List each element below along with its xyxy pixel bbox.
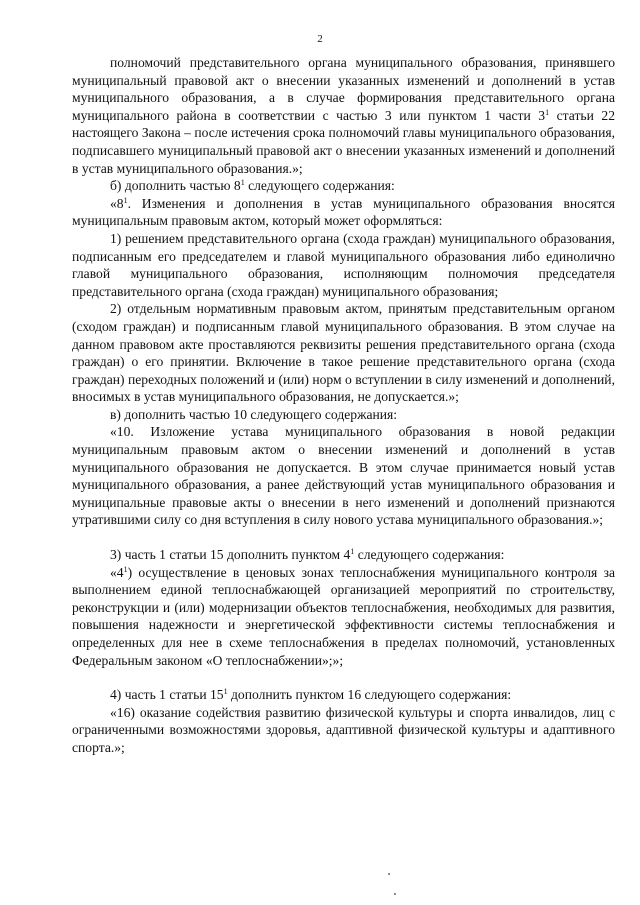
superscript-one: 1 bbox=[240, 178, 245, 188]
paragraph: 1) решением представительного органа (схода граждан) муниципального образования, подписанным его председателем и главой муниципального образования либо единолично главой муниципального образования, исполняющим полномочия председателя представительного органа (схода граждан) муниципального образования; bbox=[72, 230, 615, 299]
scan-speck bbox=[394, 893, 396, 895]
paragraph: «16) оказание содействия развитию физической культуры и спорта инвалидов, лиц с ограниченными возможностями здоровья, адаптивной физической культуры и адаптивного спорта.»; bbox=[72, 704, 615, 755]
paragraph: «10. Изложение устава муниципального образования в новой редакции муниципальным правовым актом о внесении изменений и дополнений в устав муниципального образования не допускается. В этом случае принимается новый устав муниципального образования, а ранее действующий устав муниципального образования и муниципальные правовые акты о внесении в него изменений и дополнений признаются утратившими силу со дня вступления в силу нового устава муниципального образования.»; bbox=[72, 424, 615, 528]
superscript-one: 1 bbox=[223, 687, 228, 697]
paragraph: «$4^1$) осуществление в ценовых зонах теплоснабжения муниципального контроля за выполнением единой теплоснабжающей организацией мероприятий по строительству, реконструкции и (или) модернизации объектов теплоснабжения, необходимых для развития, повышения надежности и энергетической эффективности системы теплоснабжения и определенных для нее в схеме теплоснабжения в пределах полномочий, установленных Федеральным законом «О теплоснабжении»;»; bbox=[72, 564, 615, 668]
paragraph: 4) часть 1 статьи $15^1$ дополнить пунктом 16 следующего содержания: bbox=[110, 687, 512, 703]
paragraph: 2) отдельным нормативным правовым актом, принятым представительным органом (сходом граждан) и подписанным главой муниципального образования. В этом случае на данном правовом акте проставляются реквизиты решения представительного органа (схода граждан) о его принятии. Включение в такое решение представительного органа (схода граждан) переходных положений и (или) норм о вступлении в силу изменений и дополнений, вносимых в устав муниципального образования, не допускается.»; bbox=[72, 301, 615, 405]
paragraph: «$8^1$. Изменения и дополнения в устав муниципального образования вносятся муниципальным правовым актом, который может оформляться: bbox=[72, 195, 615, 229]
page-number: 2 bbox=[317, 33, 323, 45]
scan-speck bbox=[388, 873, 390, 875]
paragraph: полномочий представительного органа муниципального образования, принявшего муниципальный правовой акт о внесении указанных изменений и дополнений в устав муниципального образования, а в случае формирования представительного органа муниципального района в соответствии с частью 3 или пунктом 1 части $3^1$ статьи 22 настоящего Закона – после истечения срока полномочий главы муниципального образования, подписавшего муниципальный правовой акт о внесении указанных изменений и дополнений в устав муниципального образования.»; bbox=[72, 55, 615, 176]
superscript-one: 1 bbox=[123, 195, 128, 205]
superscript-one: 1 bbox=[350, 547, 355, 557]
document-body bbox=[72, 54, 615, 757]
superscript-one: 1 bbox=[123, 564, 128, 574]
paragraph: б) дополнить частью $8^1$ следующего содержания: bbox=[110, 178, 395, 194]
superscript-one: 1 bbox=[545, 107, 550, 117]
paragraph: 3) часть 1 статьи 15 дополнить пунктом $4^1$ следующего содержания: bbox=[110, 547, 505, 563]
paragraph: в) дополнить частью 10 следующего содержания: bbox=[110, 406, 398, 422]
